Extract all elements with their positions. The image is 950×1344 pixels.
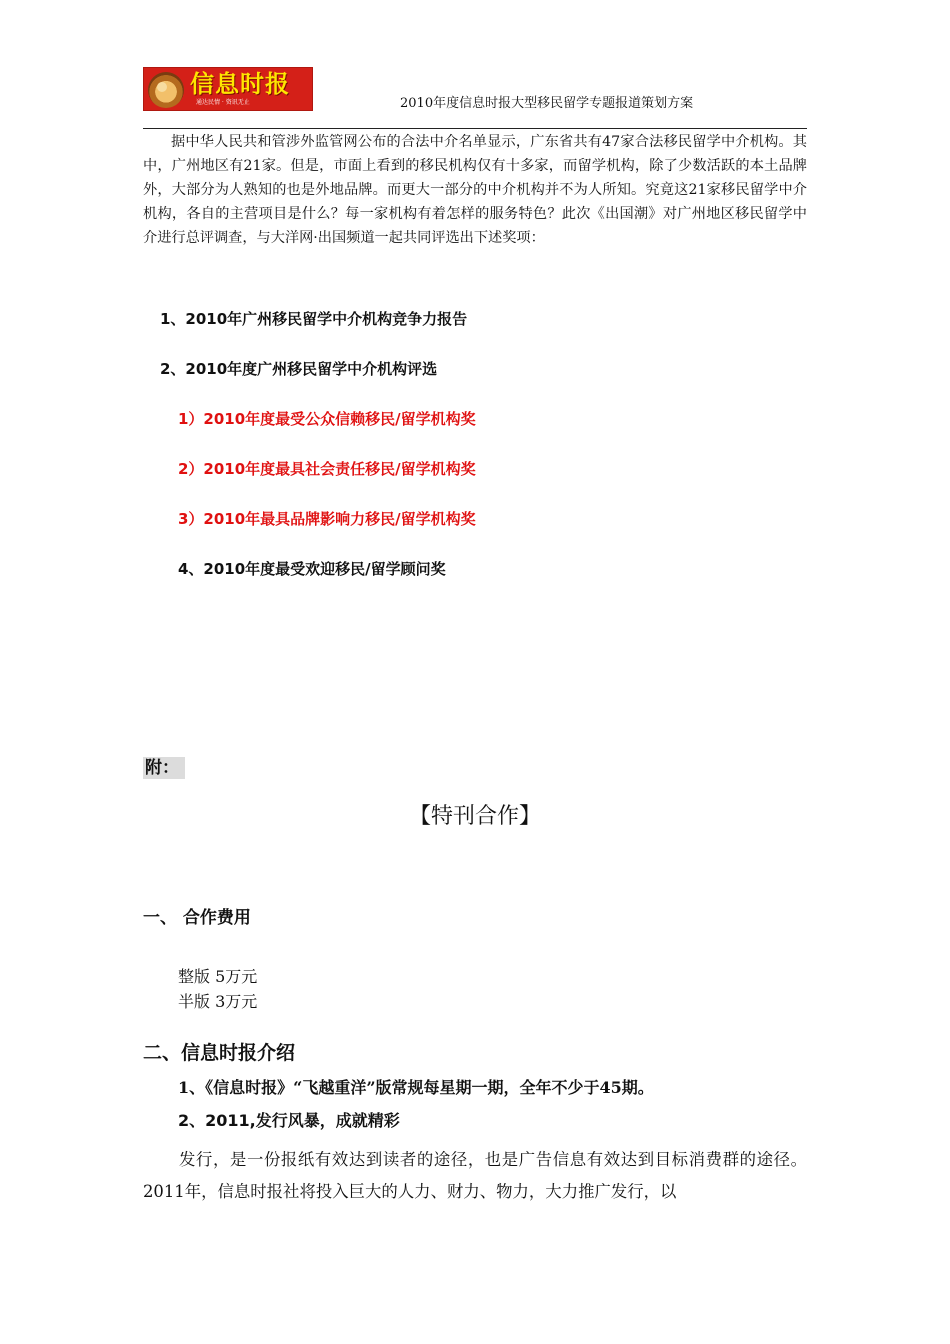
lion-face-icon: [157, 82, 167, 92]
intro-paragraph: 据中华人民共和管涉外监管网公布的合法中介名单显示，广东省共有47家合法移民留学中介机构。其中，广州地区有21家。但是，市面上看到的移民机构仅有十多家，而留学机构，除了少数活跃的本土品牌外，大部分为人熟知的也是外地品牌。而更大一部分的中介机构并不为人所知。究竟这21家移民留学中介机构，各自的主营项目是什么？每一家机构有着怎样的服务特色？此次《出国潮》对广州地区移民留学中介进行总评调查，与大洋网·出国频道一起共同评选出下述奖项：: [143, 134, 807, 246]
price-half-page: 半版 3万元: [178, 992, 258, 1011]
award-sub-1: 1）2010年度最受公众信赖移民/留学机构奖: [178, 410, 476, 428]
appendix-label: 附：: [143, 757, 185, 779]
section-heading-fees: 一、 合作费用: [143, 908, 251, 928]
award-item-2: 2、2010年度广州移民留学中介机构评选: [160, 360, 438, 378]
price-full-page: 整版 5万元: [178, 967, 258, 986]
newspaper-logo: [143, 67, 313, 111]
header-divider: [143, 128, 807, 129]
distribution-paragraph: 发行，是一份报纸有效达到读者的途径，也是广告信息有效达到目标消费群的途径。2011年，信息时报社将投入巨大的人力、财力、物力，大力推广发行，以: [143, 1150, 807, 1201]
logo-slogan: 通达民情 · 资讯无止: [196, 99, 250, 106]
award-item-1: 1、2010年广州移民留学中介机构竞争力报告: [160, 310, 468, 328]
section-heading-intro: 二、信息时报介绍: [143, 1042, 296, 1064]
logo-brand-text: 信息时报: [190, 70, 290, 98]
intro-point-1: 1、《信息时报》“飞越重洋”版常规每星期一期，全年不少于45期。: [178, 1078, 654, 1097]
document-header-title: 2010年度信息时报大型移民留学专题报道策划方案: [400, 96, 694, 111]
intro-point-2: 2、2011,发行风暴，成就精彩: [178, 1111, 400, 1130]
award-sub-4: 4、2010年度最受欢迎移民/留学顾问奖: [178, 560, 446, 578]
award-sub-2: 2）2010年度最具社会责任移民/留学机构奖: [178, 460, 476, 478]
award-sub-3: 3）2010年最具品牌影响力移民/留学机构奖: [178, 510, 476, 528]
special-issue-title: 【特刊合作】: [408, 804, 541, 829]
